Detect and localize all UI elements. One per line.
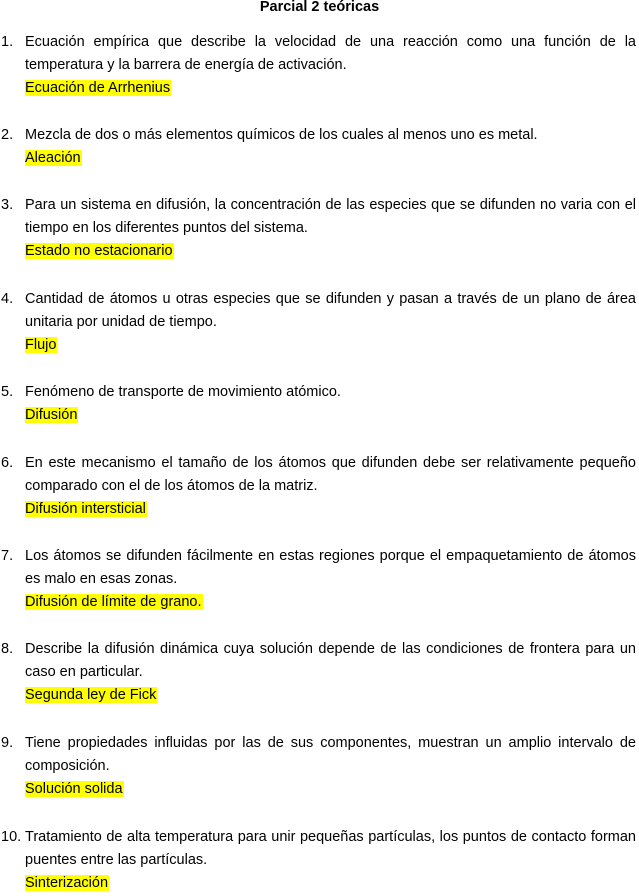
question-body [25,288,636,357]
answer-line [25,240,636,263]
question-number: 7. [1,548,14,564]
question-body [25,452,636,521]
answer-line [25,684,636,707]
answer-highlight: Estado no estacionario [25,243,173,259]
question-body [25,31,636,100]
question-number: 8. [1,641,14,657]
question-body [25,826,636,895]
answer-line [25,404,636,427]
answer-line [25,147,636,170]
question-number: 5. [1,384,14,400]
question-number: 4. [1,291,14,307]
answer-highlight: Ecuación de Arrhenius [25,80,171,96]
question-text: Mezcla de dos o más elementos químicos de los cuales al menos uno es metal. [25,127,538,143]
question-body [25,638,636,707]
question-text: Cantidad de átomos u otras especies que se difunden y pasan a través de un plano de área unitaria por unidad de tiempo. [25,291,636,330]
question-number: 10. [1,829,22,845]
answer-highlight: Sinterización [25,875,109,891]
question-text: Los átomos se difunden fácilmente en estas regiones porque el empaquetamiento de átomos es malo en esas zonas. [25,548,636,587]
question-body [25,381,636,427]
question-number: 9. [1,735,14,751]
answer-highlight: Difusión [25,407,78,423]
question-number: 3. [1,197,14,213]
question-text: Tiene propiedades influidas por las de sus componentes, muestran un amplio intervalo de composición. [25,735,636,774]
answer-line [25,498,636,521]
question-text: Fenómeno de transporte de movimiento atómico. [25,384,341,400]
answer-line [25,77,636,100]
page-title: Parcial 2 teóricas [259,0,380,15]
answer-line [25,334,636,357]
question-text: En este mecanismo el tamaño de los átomos que difunden debe ser relativamente pequeño comparado con el de los átomos de la matriz. [25,455,636,494]
answer-highlight: Difusión de límite de grano. [25,594,202,610]
answer-highlight: Flujo [25,337,57,353]
question-number: 1. [1,34,14,50]
answer-line [25,872,636,895]
question-body [25,124,636,170]
question-body [25,194,636,263]
answer-highlight: Segunda ley de Fick [25,687,157,703]
answer-highlight: Aleación [25,150,81,166]
question-text: Para un sistema en difusión, la concentración de las especies que se difunden no varia con el tiempo en los diferentes puntos del sistema. [25,197,636,236]
question-number: 6. [1,455,14,471]
question-body [25,545,636,614]
answer-highlight: Solución solida [25,781,123,797]
answer-line [25,591,636,614]
answer-line [25,778,636,801]
answer-highlight: Difusión intersticial [25,501,146,517]
question-number: 2. [1,127,14,143]
question-text: Describe la difusión dinámica cuya solución depende de las condiciones de frontera para un caso en particular. [25,641,636,680]
question-text: Ecuación empírica que describe la velocidad de una reacción como una función de la temperatura y la barrera de energía de activación. [25,34,636,73]
question-body [25,732,636,801]
question-text: Tratamiento de alta temperatura para unir pequeñas partículas, los puntos de contacto forman puentes entre las partículas. [25,829,636,868]
